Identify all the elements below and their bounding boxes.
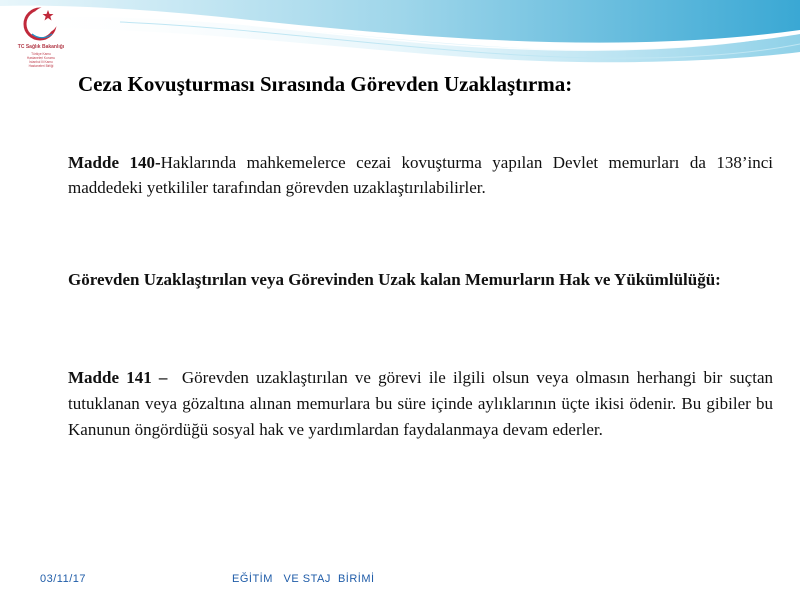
slide-title: Ceza Kovuşturması Sırasında Görevden Uzaklaştırma: [78,72,573,96]
article-140-text: Haklarında mahkemelerce cezai kovuşturma yapılan Devlet memurları da 138’inci maddedeki yetkililer tarafından görevden uzaklaştırılabilirler. [68,153,773,197]
footer-date: 03/11/17 [40,573,87,585]
crescent-star-icon [10,4,72,44]
ministry-logo [10,4,72,70]
logo-subtitle-line: İstanbul İli Kamu [29,60,53,64]
logo-title: TC Sağlık Bakanlığı [17,44,65,50]
article-140-paragraph [68,150,773,200]
article-140-number: Madde 140- [68,153,161,172]
article-141-number: Madde 141 – [68,368,168,387]
header-wave [0,0,800,80]
logo-subtitle-line: Türkiye Kamu [31,52,51,56]
section-heading: Görevden Uzaklaştırılan veya Görevinden Uzak kalan Memurların Hak ve Yükümlülüğü: [68,270,721,289]
logo-subtitle-line: Hastaneleri Birliği [28,64,54,68]
footer-unit: EĞİTİM VE STAJ BİRİMİ [232,573,375,585]
article-141-text: Görevden uzaklaştırılan ve görevi ile ilgili olsun veya olmasın herhangi bir suçtan tutuklanan veya gözaltına alınan memurlara bu süre içinde aylıklarının üçte ikisi ödenir. Bu gibiler bu Kanunun öngördüğü sosyal hak ve yardımlardan faydalanmaya devam ederler. [68,368,773,439]
logo-subtitle-line: Hastaneleri Kurumu [26,56,56,60]
article-141-paragraph [68,365,773,443]
